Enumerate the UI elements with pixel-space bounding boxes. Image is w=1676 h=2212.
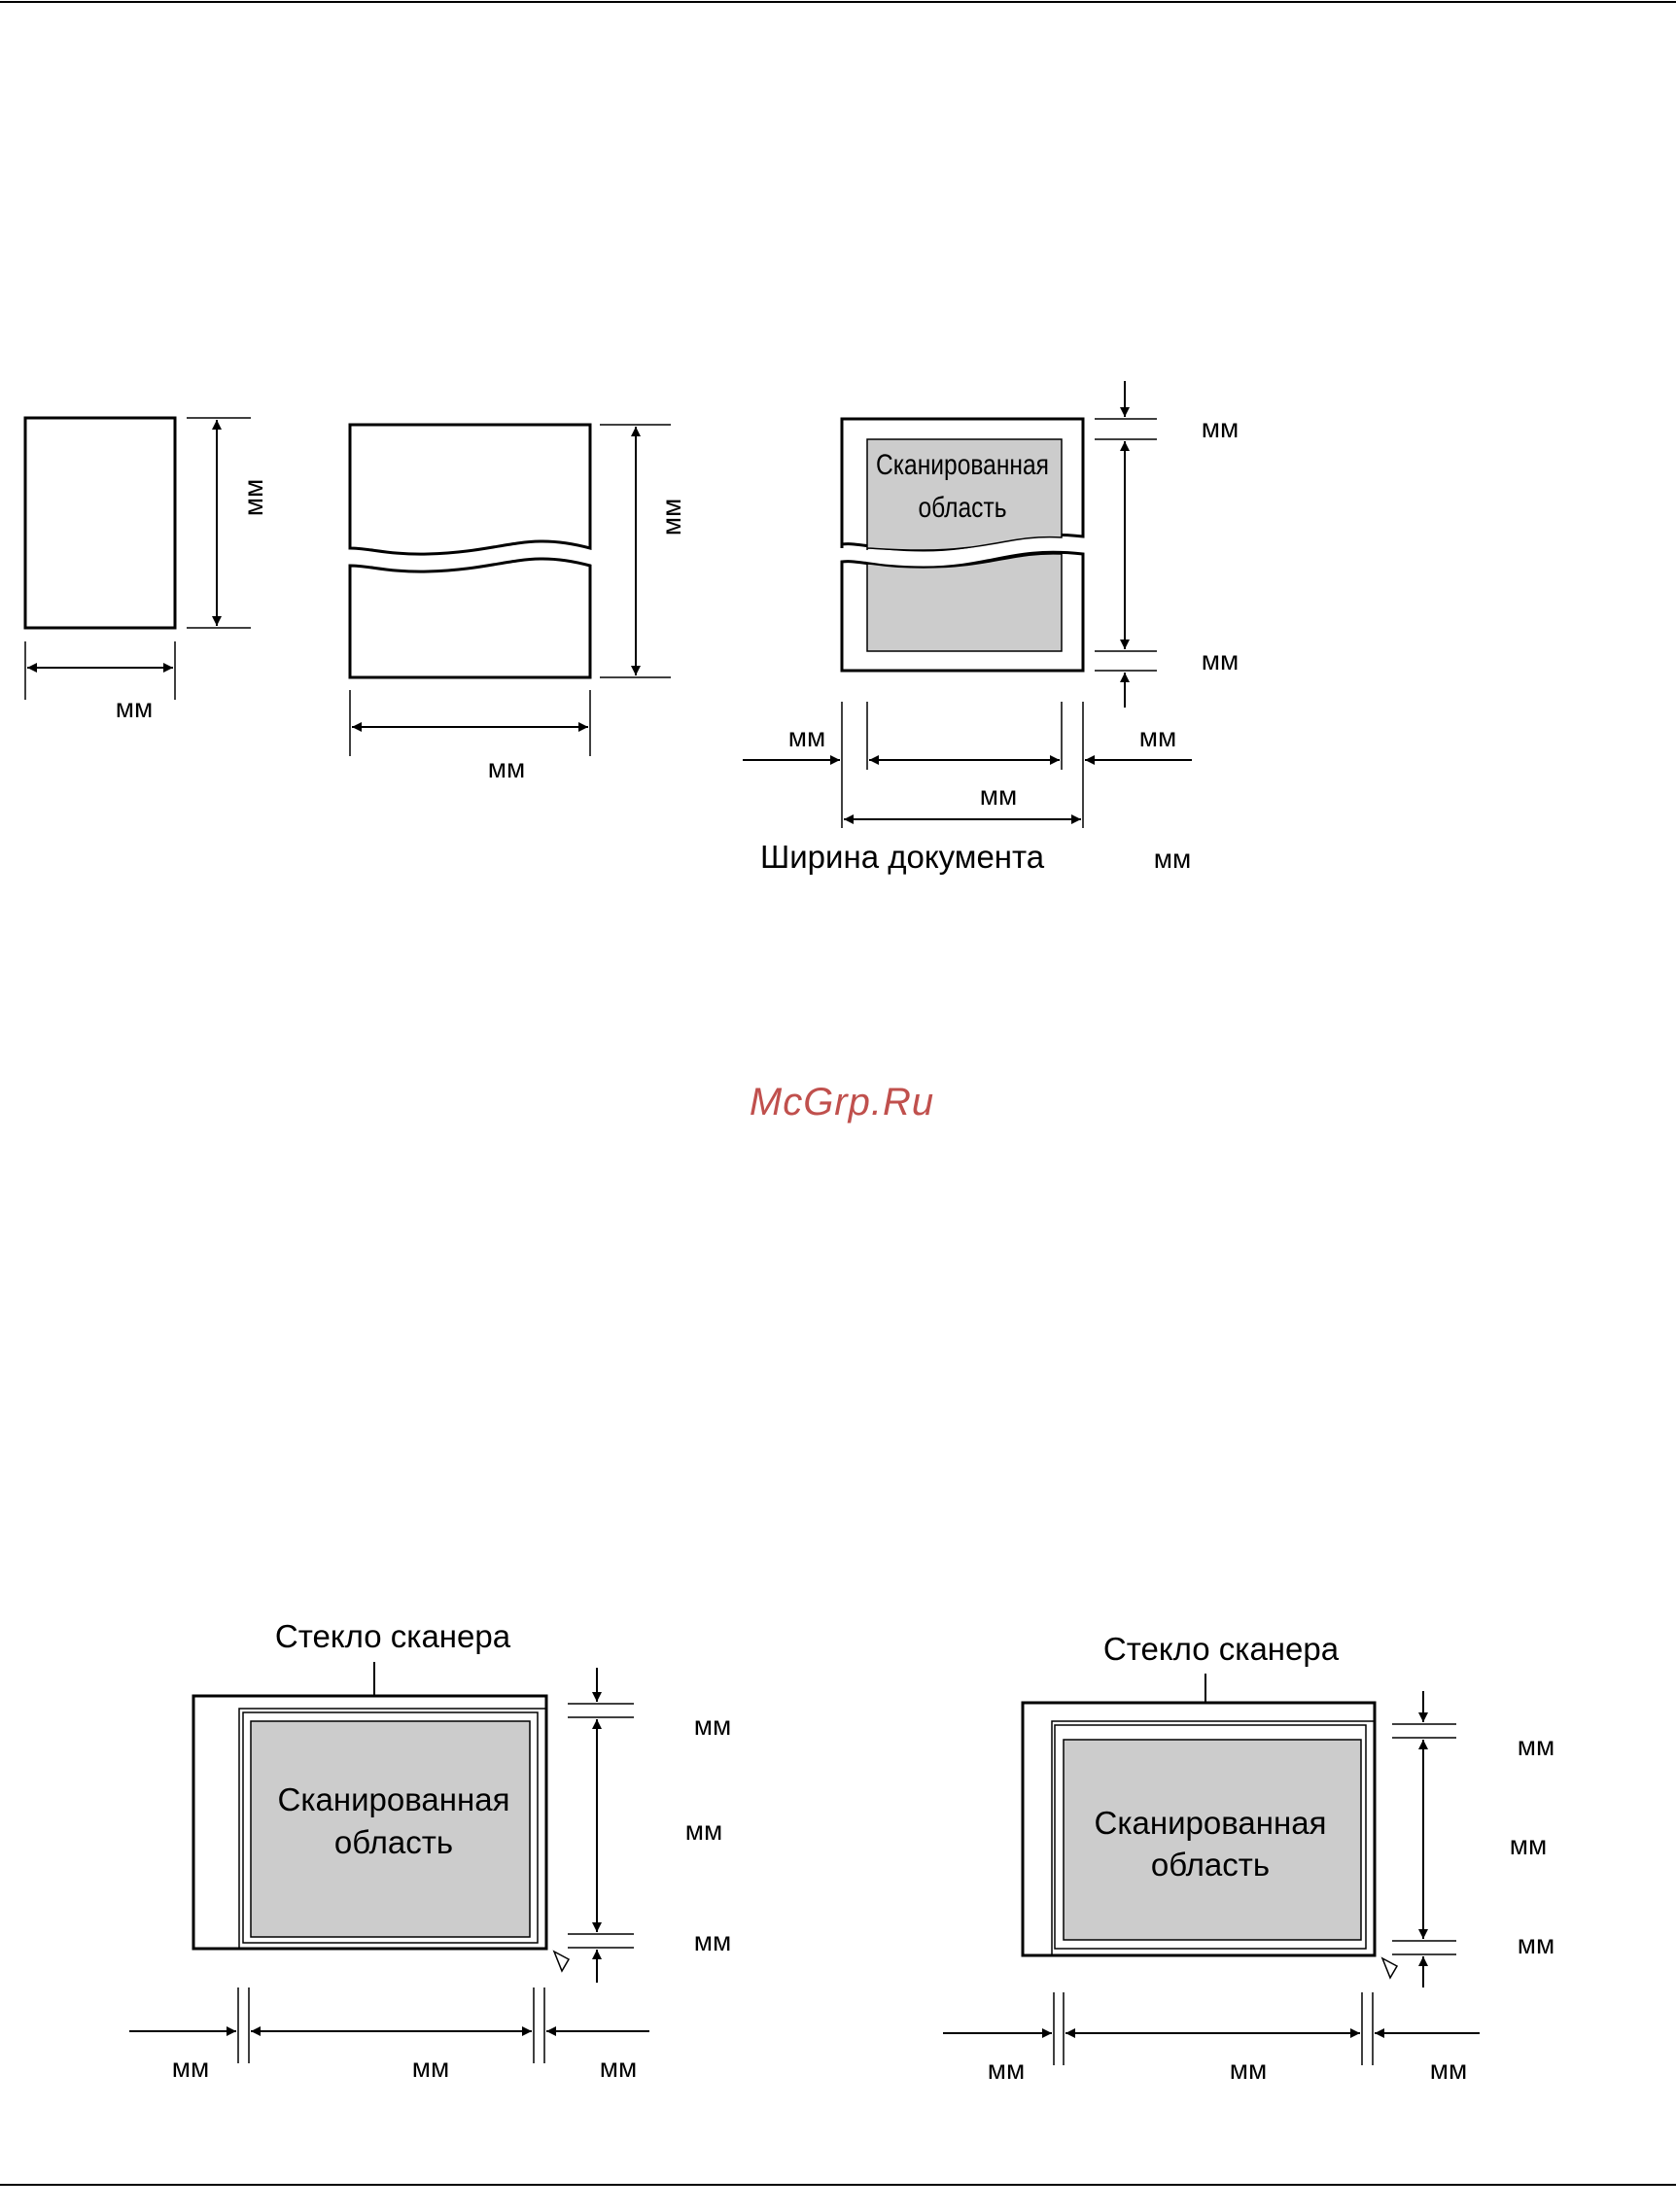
diagram-adf-scanned-area [743,381,1239,875]
glass-right-top-unit: мм [1517,1731,1555,1761]
diagram-long-document [350,425,686,783]
adf-scanned-area-label-1: Сканированная [875,447,1050,481]
small-height-unit: мм [238,478,268,517]
scanner-glass-label-right: Стекло сканера [1102,1631,1340,1667]
long-document-top [350,425,590,554]
diagram-scanner-glass-left [129,1618,731,2083]
glass-right-bottom-unit: мм [1517,1929,1555,1959]
glass-scanned-area-label-left-2: область [333,1824,454,1860]
glass-left-top-unit: мм [693,1711,732,1741]
glass-left-width-unit: мм [411,2053,450,2083]
glass-right-right-margin-unit: мм [1429,2055,1468,2085]
glass-scanned-area-label-left-1: Сканированная [277,1781,510,1817]
diagram-small-document [25,418,268,723]
glass-scanned-area-label-right-2: область [1150,1847,1271,1883]
glass-corner-mark-left [554,1952,569,1971]
glass-left-right-margin-unit: мм [599,2053,638,2083]
glass-right-left-margin-unit: мм [987,2055,1026,2085]
small-document-sheet [25,418,175,628]
watermark: McGrp.Ru [749,1081,935,1123]
document-width-unit: мм [1153,844,1192,874]
document-width-label: Ширина документа [760,839,1045,875]
glass-left-height-unit: мм [684,1815,723,1846]
glass-right-width-unit: мм [1229,2055,1268,2085]
long-width-unit: мм [487,753,526,783]
glass-corner-mark-right [1382,1958,1397,1978]
adf-right-margin-unit: мм [1138,722,1177,752]
glass-left-bottom-unit: мм [693,1926,732,1956]
adf-top-margin-unit: мм [1201,413,1240,443]
adf-left-margin-unit: мм [787,722,826,752]
glass-scanned-area-label-right-1: Сканированная [1094,1805,1327,1841]
adf-scan-width-unit: мм [979,780,1018,811]
long-height-unit: мм [656,498,686,536]
adf-scanned-area-label-2: область [918,490,1007,524]
scanner-glass-label-left: Стекло сканера [274,1618,511,1654]
glass-left-left-margin-unit: мм [171,2053,210,2083]
adf-bottom-margin-unit: мм [1201,645,1240,675]
diagram-scanner-glass-right [943,1631,1554,2085]
long-document-bottom [350,559,590,677]
adf-scanned-area-bottom [867,554,1062,651]
glass-right-height-unit: мм [1509,1830,1548,1860]
small-width-unit: мм [115,693,154,723]
